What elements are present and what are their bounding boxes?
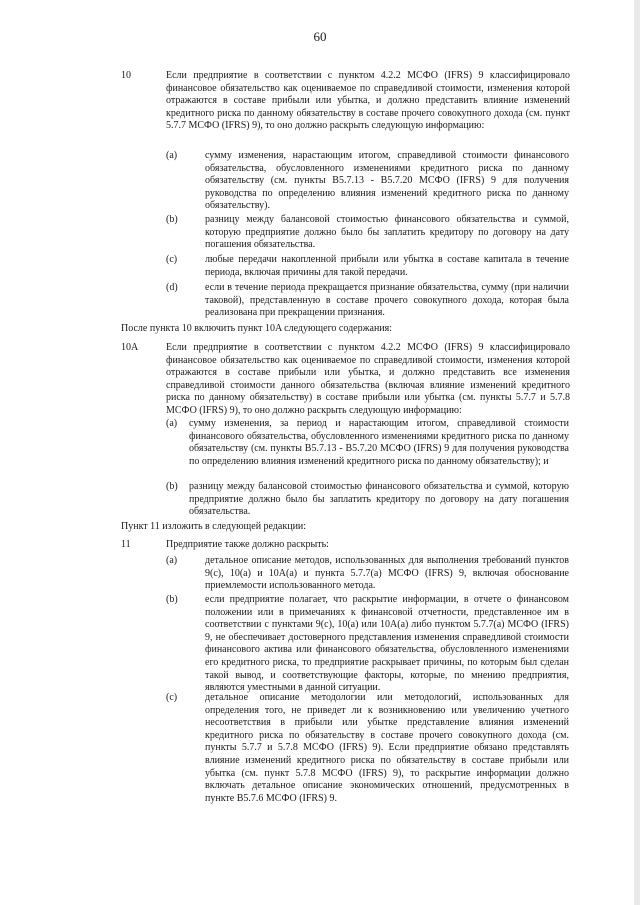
paragraph-10-item-b-label: (b) — [166, 214, 178, 225]
page-number: 60 — [313, 29, 327, 44]
paragraph-10a-item-b-label: (b) — [166, 481, 178, 492]
scan-edge-shadow — [634, 0, 640, 905]
paragraph-10a-intro: Если предприятие в соответствии с пунктом 4.2.2 МСФО (IFRS) 9 классифицировало финансовое обязательство как оцениваемое по справедливой стоимости, изменения которой отражаются в составе прибыли или убытка, и должно представить все изменения справедливой стоимости данного обязательства (включая влияние изменений кредитного риска по данному обязательству) в составе прибыли или убытка (см. пункты 5.7.7 и 5.7.8 МСФО (IFRS) 9), то оно должно раскрыть следующую информацию: — [166, 342, 570, 416]
paragraph-11-number: 11 — [121, 539, 131, 550]
paragraph-10-item-d-text: если в течение периода прекращается признание обязательства, сумму (при наличии таковой), представленную в составе прочего совокупного дохода, которая была реализована при прекращении признания. — [205, 282, 569, 319]
paragraph-10a-item-a-text: сумму изменения, за период и нарастающим итогом, справедливой стоимости финансового обязательства, обусловленного изменениями кредитного риска по данному обязательству (см. пункты B5.7.13 - B5.7.20 МСФО (IFRS) 9 для получения руководства по определению влияния изменений кредитного риска по данному обязательству); и — [189, 418, 569, 467]
paragraph-11-item-b-text: если предприятие полагает, что раскрытие информации, в отчете о финансовом положении или в примечаниях к финансовой отчетности, представленное им в соответствии с пунктами 9(c), 10(a) или 10A(a) либо пунктом 5.7.7(a) МСФО (IFRS) 9, не обеспечивает достоверного представления изменения справедливой стоимости финансового актива или финансового обязательства, обусловленного изменениями его кредитного риска, то предприятие раскрывает причины, по которым был сделан такой вывод, и соответствующие факторы, которые, по мнению предприятия, являются уместными в данной ситуации. — [205, 594, 569, 694]
paragraph-10-item-c-label: (c) — [166, 254, 178, 265]
instruction-replace-11: Пункт 11 изложить в следующей редакции: — [121, 521, 307, 532]
paragraph-10-item-a-label: (a) — [166, 150, 178, 161]
paragraph-10a-item-b-text: разницу между балансовой стоимостью финансового обязательства и суммой, которую предприятие должно было бы заплатить кредитору по договору на дату погашения обязательства. — [189, 481, 569, 518]
paragraph-11-item-c-text: детальное описание методологии или методологий, использованных для определения того, не приведет ли к возникновению или увеличению учетного несоответствия в прибыли или убытке представление влияния изменений кредитного риска по обязательству в составе прочего совокупного дохода (см. пункты 5.7.7 и 5.7.8 МСФО (IFRS) 9). Если предприятие обязано представлять влияние изменений кредитного риска по обязательству в составе прибыли или убытка (см. пункт 5.7.8 МСФО (IFRS) 9), то раскрытие информации должно включать детальное описание экономических отношений, предусмотренных в пункте B5.7.6 МСФО (IFRS) 9. — [205, 692, 569, 804]
paragraph-10-item-b-text: разницу между балансовой стоимостью финансового обязательства и суммой, которую предприятие должно было бы заплатить кредитору по договору на дату погашения обязательства. — [205, 214, 569, 251]
paragraph-11-item-a-text: детальное описание методов, использованных для выполнения требований пунктов 9(c), 10(a) и 10A(a) и пункта 5.7.7(a) МСФО (IFRS) 9, включая обоснование приемлемости использованного метода. — [205, 555, 569, 592]
paragraph-10-intro: Если предприятие в соответствии с пунктом 4.2.2 МСФО (IFRS) 9 классифицировало финансовое обязательство как оцениваемое по справедливой стоимости, изменения которой отражаются в составе прибыли или убытка, и должно представить влияние изменений кредитного риска по данному обязательству в составе прочего совокупного дохода (см. пункт 5.7.7 МСФО (IFRS) 9), то оно должно раскрыть следующую информацию: — [166, 70, 570, 132]
paragraph-11-item-b-label: (b) — [166, 594, 178, 605]
paragraph-11-item-c-label: (c) — [166, 692, 178, 703]
paragraph-10-item-a-text: сумму изменения, нарастающим итогом, справедливой стоимости финансового обязательства, обусловленного изменениями кредитного риска по данному обязательству (см. пункты B5.7.13 - B5.7.20 МСФО (IFRS) 9 для получения руководства по определению влияния изменений кредитного риска по данному обязательству). — [205, 150, 569, 212]
instruction-insert-10a: После пункта 10 включить пункт 10A следующего содержания: — [121, 323, 393, 334]
paragraph-11-item-a-label: (a) — [166, 555, 178, 566]
paragraph-10-number: 10 — [121, 70, 131, 81]
paragraph-10-item-c-text: любые передачи накопленной прибыли или убытка в составе капитала в течение периода, включая причины для такой передачи. — [205, 254, 569, 278]
paragraph-10-item-d-label: (d) — [166, 282, 178, 293]
paragraph-10a-number: 10A — [121, 342, 139, 353]
paragraph-10a-item-a-label: (a) — [166, 418, 178, 429]
paragraph-11-intro: Предприятие также должно раскрыть: — [166, 539, 329, 550]
